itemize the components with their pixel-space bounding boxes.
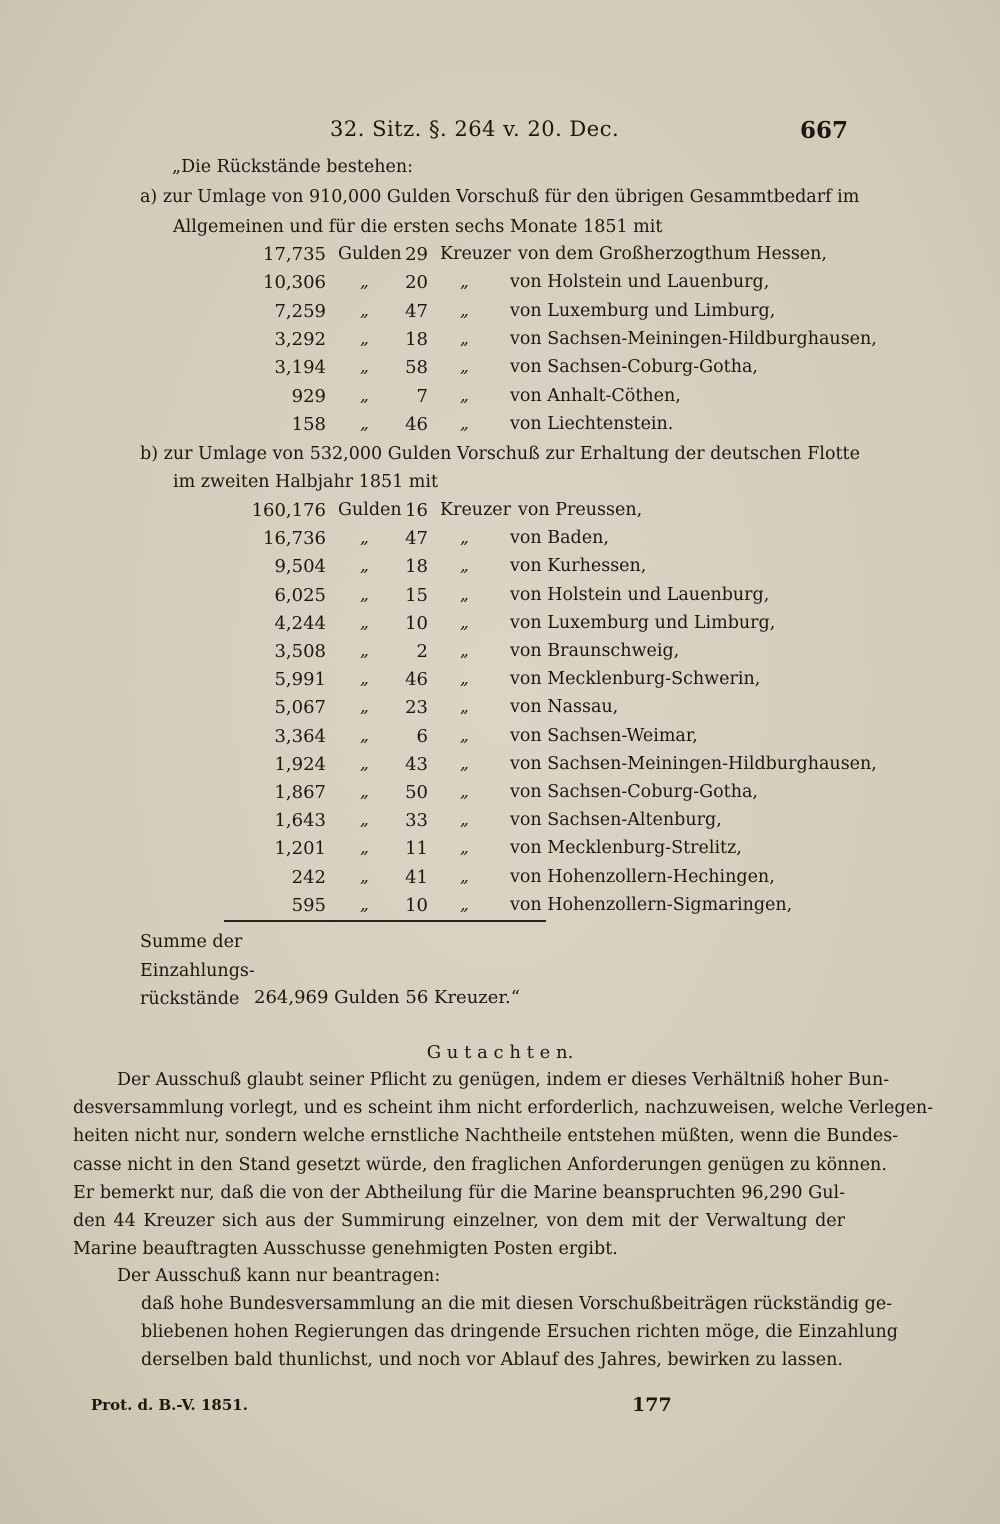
gulden-unit: „ [360,612,369,633]
motion-line: daß hohe Bundesversammlung an die mit diesen Vorschußbeiträgen rückständig ge- [141,1294,893,1314]
gulden-unit: „ [360,669,369,690]
gulden-unit: „ [360,385,369,406]
gulden-unit: „ [360,697,369,718]
paragraph-line: heiten nicht nur, sondern welche ernstliche Nachtheile entstehen müßten, wenn die Bundes- [73,1126,899,1147]
gulden-unit: „ [360,556,369,577]
gulden-amount: 17,735 [263,244,326,265]
gulden-unit: „ [360,810,369,831]
gulden-unit: Gulden [338,244,402,264]
gulden-unit: „ [360,413,369,434]
state-name: von Luxemburg und Limburg, [510,612,776,633]
intro-line: „Die Rückstände bestehen: [172,157,414,177]
gulden-amount: 5,067 [274,697,326,719]
summary-label: Summe der [140,932,243,952]
kreuzer-amount: 41 [405,866,428,888]
kreuzer-unit: „ [460,782,469,802]
kreuzer-amount: 50 [405,782,428,803]
kreuzer-amount: 10 [405,612,428,634]
motion-line: derselben bald thunlichst, und noch vor Ablauf des Jahres, bewirken zu lassen. [141,1350,843,1371]
kreuzer-unit: „ [460,697,469,718]
kreuzer-amount: 16 [405,500,428,521]
gulden-unit: „ [360,753,369,774]
kreuzer-amount: 20 [405,272,428,294]
state-name: von Nassau, [510,697,619,718]
gulden-amount: 242 [291,866,326,888]
gulden-amount: 929 [291,385,326,407]
paragraph-line: Marine beauftragten Ausschusse genehmigten Posten ergibt. [73,1239,618,1260]
state-name: von Luxemburg und Limburg, [510,300,776,321]
state-name: von Anhalt-Cöthen, [510,385,681,406]
section-a-line: Allgemeinen und für die ersten sechs Monate 1851 mit [173,217,663,237]
motion-line: bliebenen hohen Regierungen das dringende Ersuchen richten möge, die Einzahlung [141,1322,898,1343]
kreuzer-unit: „ [460,810,469,831]
state-name: von Hohenzollern-Sigmaringen, [510,894,793,915]
state-name: von Sachsen-Coburg-Gotha, [510,782,758,802]
kreuzer-unit: „ [460,894,469,915]
gulden-amount: 158 [291,413,326,435]
gutachten-heading: G u t a c h t e n. [426,1042,574,1063]
gulden-unit: „ [360,328,369,349]
kreuzer-unit: „ [460,584,469,605]
paragraph-line: desversammlung vorlegt, und es scheint ihm nicht erforderlich, nachzuweisen, welche Verlegen- [73,1098,934,1119]
gulden-amount: 7,259 [274,300,326,322]
state-name: von Sachsen-Altenburg, [510,810,722,831]
gulden-amount: 1,201 [274,838,326,860]
gulden-amount: 16,736 [263,528,326,550]
kreuzer-unit: „ [460,328,469,349]
gulden-unit: „ [360,300,369,321]
gulden-unit: „ [360,838,369,859]
gulden-amount: 3,292 [274,328,326,350]
gulden-unit: „ [360,866,369,887]
kreuzer-unit: Kreuzer [440,244,512,264]
footer-signature: Prot. d. B.-V. 1851. [91,1396,248,1414]
state-name: von Hohenzollern-Hechingen, [510,866,775,887]
kreuzer-amount: 11 [405,838,428,860]
kreuzer-amount: 7 [416,385,428,407]
state-name: von Sachsen-Weimar, [510,725,698,746]
sheet-number: 177 [632,1394,672,1416]
kreuzer-amount: 47 [405,528,428,550]
gulden-amount: 1,643 [274,810,326,832]
gulden-unit: Gulden [338,500,402,520]
running-title: 32. Sitz. §. 264 v. 20. Dec. [330,117,620,141]
state-name: von Sachsen-Meiningen-Hildburghausen, [510,753,877,774]
state-name: von Braunschweig, [510,641,680,661]
state-name: von dem Großherzogthum Hessen, [518,244,827,264]
paragraph-line: Der Ausschuß glaubt seiner Pflicht zu genügen, indem er dieses Verhältniß hoher Bun- [117,1070,890,1090]
kreuzer-unit: Kreuzer [440,500,512,520]
gulden-amount: 1,867 [274,782,326,803]
gulden-unit: „ [360,782,369,802]
kreuzer-amount: 47 [405,300,428,322]
section-b-line: b) zur Umlage von 532,000 Gulden Vorschuß zur Erhaltung der deutschen Flotte [140,444,860,464]
gulden-unit: „ [360,528,369,549]
state-name: von Kurhessen, [510,556,647,577]
kreuzer-amount: 15 [405,584,428,606]
summary-label: rückstände [140,989,240,1009]
gulden-amount: 3,508 [274,641,326,662]
section-a-line: a) zur Umlage von 910,000 Gulden Vorschuß für den übrigen Gesammtbedarf im [140,187,860,207]
kreuzer-amount: 46 [405,669,428,691]
paragraph-line: Er bemerkt nur, daß die von der Abtheilung für die Marine beanspruchten 96,290 Gul- [73,1182,845,1203]
state-name: von Holstein und Lauenburg, [510,584,770,605]
kreuzer-unit: „ [460,838,469,859]
gulden-amount: 5,991 [274,669,326,691]
state-name: von Baden, [510,528,609,549]
gulden-amount: 6,025 [274,584,326,606]
gulden-unit: „ [360,894,369,915]
kreuzer-unit: „ [460,641,469,661]
kreuzer-amount: 33 [405,810,428,832]
kreuzer-unit: „ [460,413,469,434]
gulden-amount: 10,306 [263,272,326,294]
state-name: von Sachsen-Meiningen-Hildburghausen, [510,328,877,349]
kreuzer-amount: 23 [405,697,428,719]
state-name: von Liechtenstein. [510,413,674,434]
kreuzer-amount: 29 [405,244,428,265]
gulden-amount: 3,194 [274,357,326,379]
kreuzer-unit: „ [460,612,469,633]
kreuzer-amount: 46 [405,413,428,435]
gulden-unit: „ [360,357,369,378]
summary-label: Einzahlungs- [140,961,255,981]
paragraph-line: casse nicht in den Stand gesetzt würde, den fraglichen Anforderungen genügen zu können. [73,1154,887,1175]
state-name: von Preussen, [518,500,643,520]
kreuzer-amount: 43 [405,753,428,775]
kreuzer-amount: 58 [405,357,428,379]
gulden-unit: „ [360,725,369,746]
kreuzer-unit: „ [460,556,469,577]
gulden-unit: „ [360,272,369,293]
gulden-amount: 595 [291,894,326,916]
gulden-amount: 3,364 [274,725,326,747]
kreuzer-unit: „ [460,866,469,887]
sum-rule [224,920,546,922]
state-name: von Mecklenburg-Strelitz, [510,838,742,859]
kreuzer-amount: 18 [405,328,428,350]
summary-total: 264,969 Gulden 56 Kreuzer.“ [254,987,520,1008]
paragraph-line: den 44 Kreuzer sich aus der Summirung einzelner, von dem mit der Verwaltung der [73,1211,845,1231]
kreuzer-amount: 2 [416,641,428,662]
gulden-amount: 4,244 [274,612,326,634]
state-name: von Mecklenburg-Schwerin, [510,669,761,690]
gulden-amount: 160,176 [251,500,326,521]
kreuzer-unit: „ [460,300,469,321]
gulden-amount: 9,504 [274,556,326,578]
section-b-line: im zweiten Halbjahr 1851 mit [173,472,439,492]
state-name: von Sachsen-Coburg-Gotha, [510,357,758,378]
kreuzer-unit: „ [460,528,469,549]
gulden-unit: „ [360,584,369,605]
gulden-unit: „ [360,641,369,661]
kreuzer-unit: „ [460,357,469,378]
kreuzer-amount: 18 [405,556,428,578]
page-number: 667 [800,117,849,144]
motion-intro: Der Ausschuß kann nur beantragen: [117,1266,441,1286]
gulden-amount: 1,924 [274,753,326,775]
kreuzer-unit: „ [460,272,469,293]
kreuzer-unit: „ [460,753,469,774]
kreuzer-amount: 6 [416,725,428,747]
kreuzer-unit: „ [460,725,469,746]
kreuzer-unit: „ [460,385,469,406]
kreuzer-amount: 10 [405,894,428,916]
state-name: von Holstein und Lauenburg, [510,272,770,293]
kreuzer-unit: „ [460,669,469,690]
